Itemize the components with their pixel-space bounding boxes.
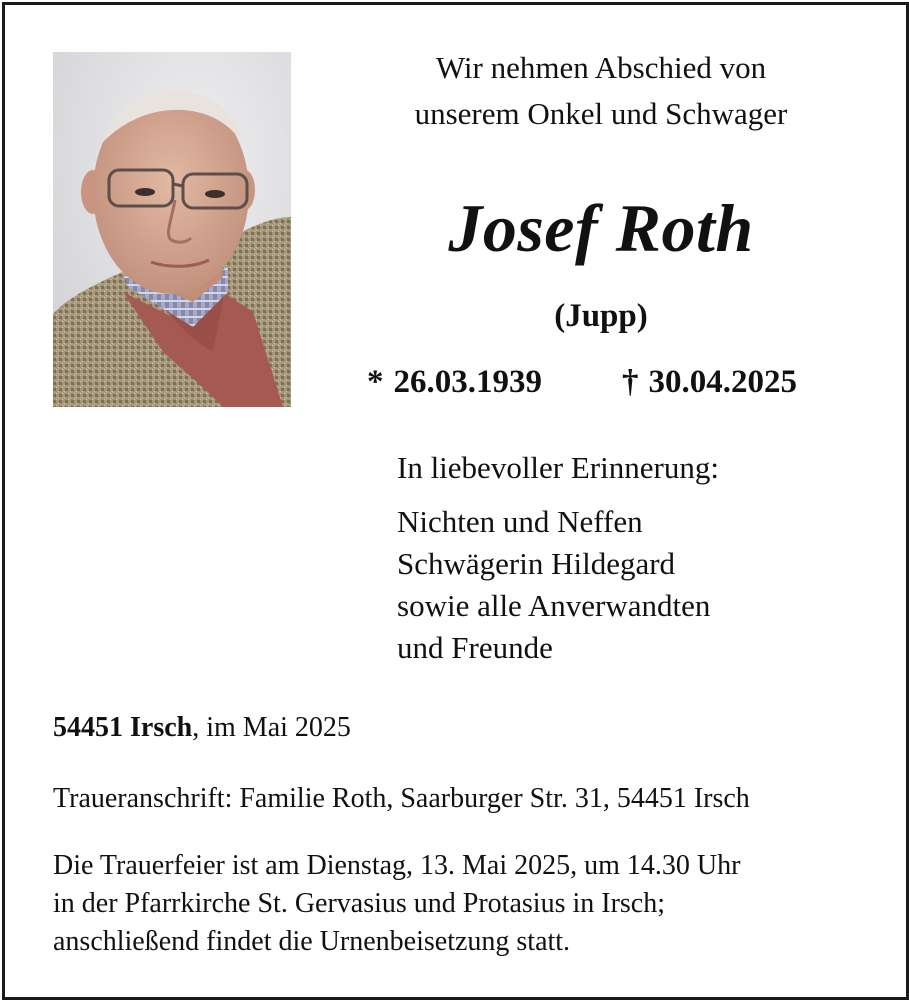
funeral-service-info: [53, 847, 740, 961]
portrait-illustration: [53, 52, 291, 407]
portrait-photo: [53, 52, 291, 407]
birth-date-group: [367, 359, 542, 405]
mourners-list: [397, 501, 710, 669]
place-date: , im Mai 2025: [192, 712, 351, 743]
intro-text: [305, 45, 897, 137]
mourning-address: Traueranschrift: Familie Roth, Saarburger Str. 31, 54451 Irsch: [53, 783, 750, 814]
mourner-line: Schwägerin Hildegard: [397, 546, 676, 581]
deceased-name: Josef Roth: [448, 190, 754, 266]
death-date: 30.04.2025: [648, 364, 797, 400]
death-date-group: [622, 359, 797, 405]
deceased-nickname: (Jupp): [554, 298, 648, 334]
mourner-line: sowie alle Anverwandten: [397, 588, 711, 623]
mourner-line: Nichten und Neffen: [397, 504, 643, 539]
place-town: 54451 Irsch: [53, 712, 193, 743]
birth-date: 26.03.1939: [393, 364, 542, 400]
birth-star-icon: *: [367, 364, 384, 400]
obituary-frame: [2, 2, 909, 1000]
intro-line-1: Wir nehmen Abschied von: [435, 50, 767, 85]
intro-line-2: unserem Onkel und Schwager: [414, 96, 788, 131]
service-line: in der Pfarrkirche St. Gervasius und Protasius in Irsch;: [53, 888, 665, 919]
place-date-line: [53, 708, 351, 748]
service-line: anschließend findet die Urnenbeisetzung statt.: [53, 926, 571, 957]
memory-line: In liebevoller Erinnerung:: [397, 450, 719, 485]
service-line: Die Trauerfeier ist am Dienstag, 13. Mai 2025, um 14.30 Uhr: [53, 850, 741, 881]
death-cross-icon: †: [622, 364, 639, 400]
mourner-line: und Freunde: [397, 630, 553, 665]
